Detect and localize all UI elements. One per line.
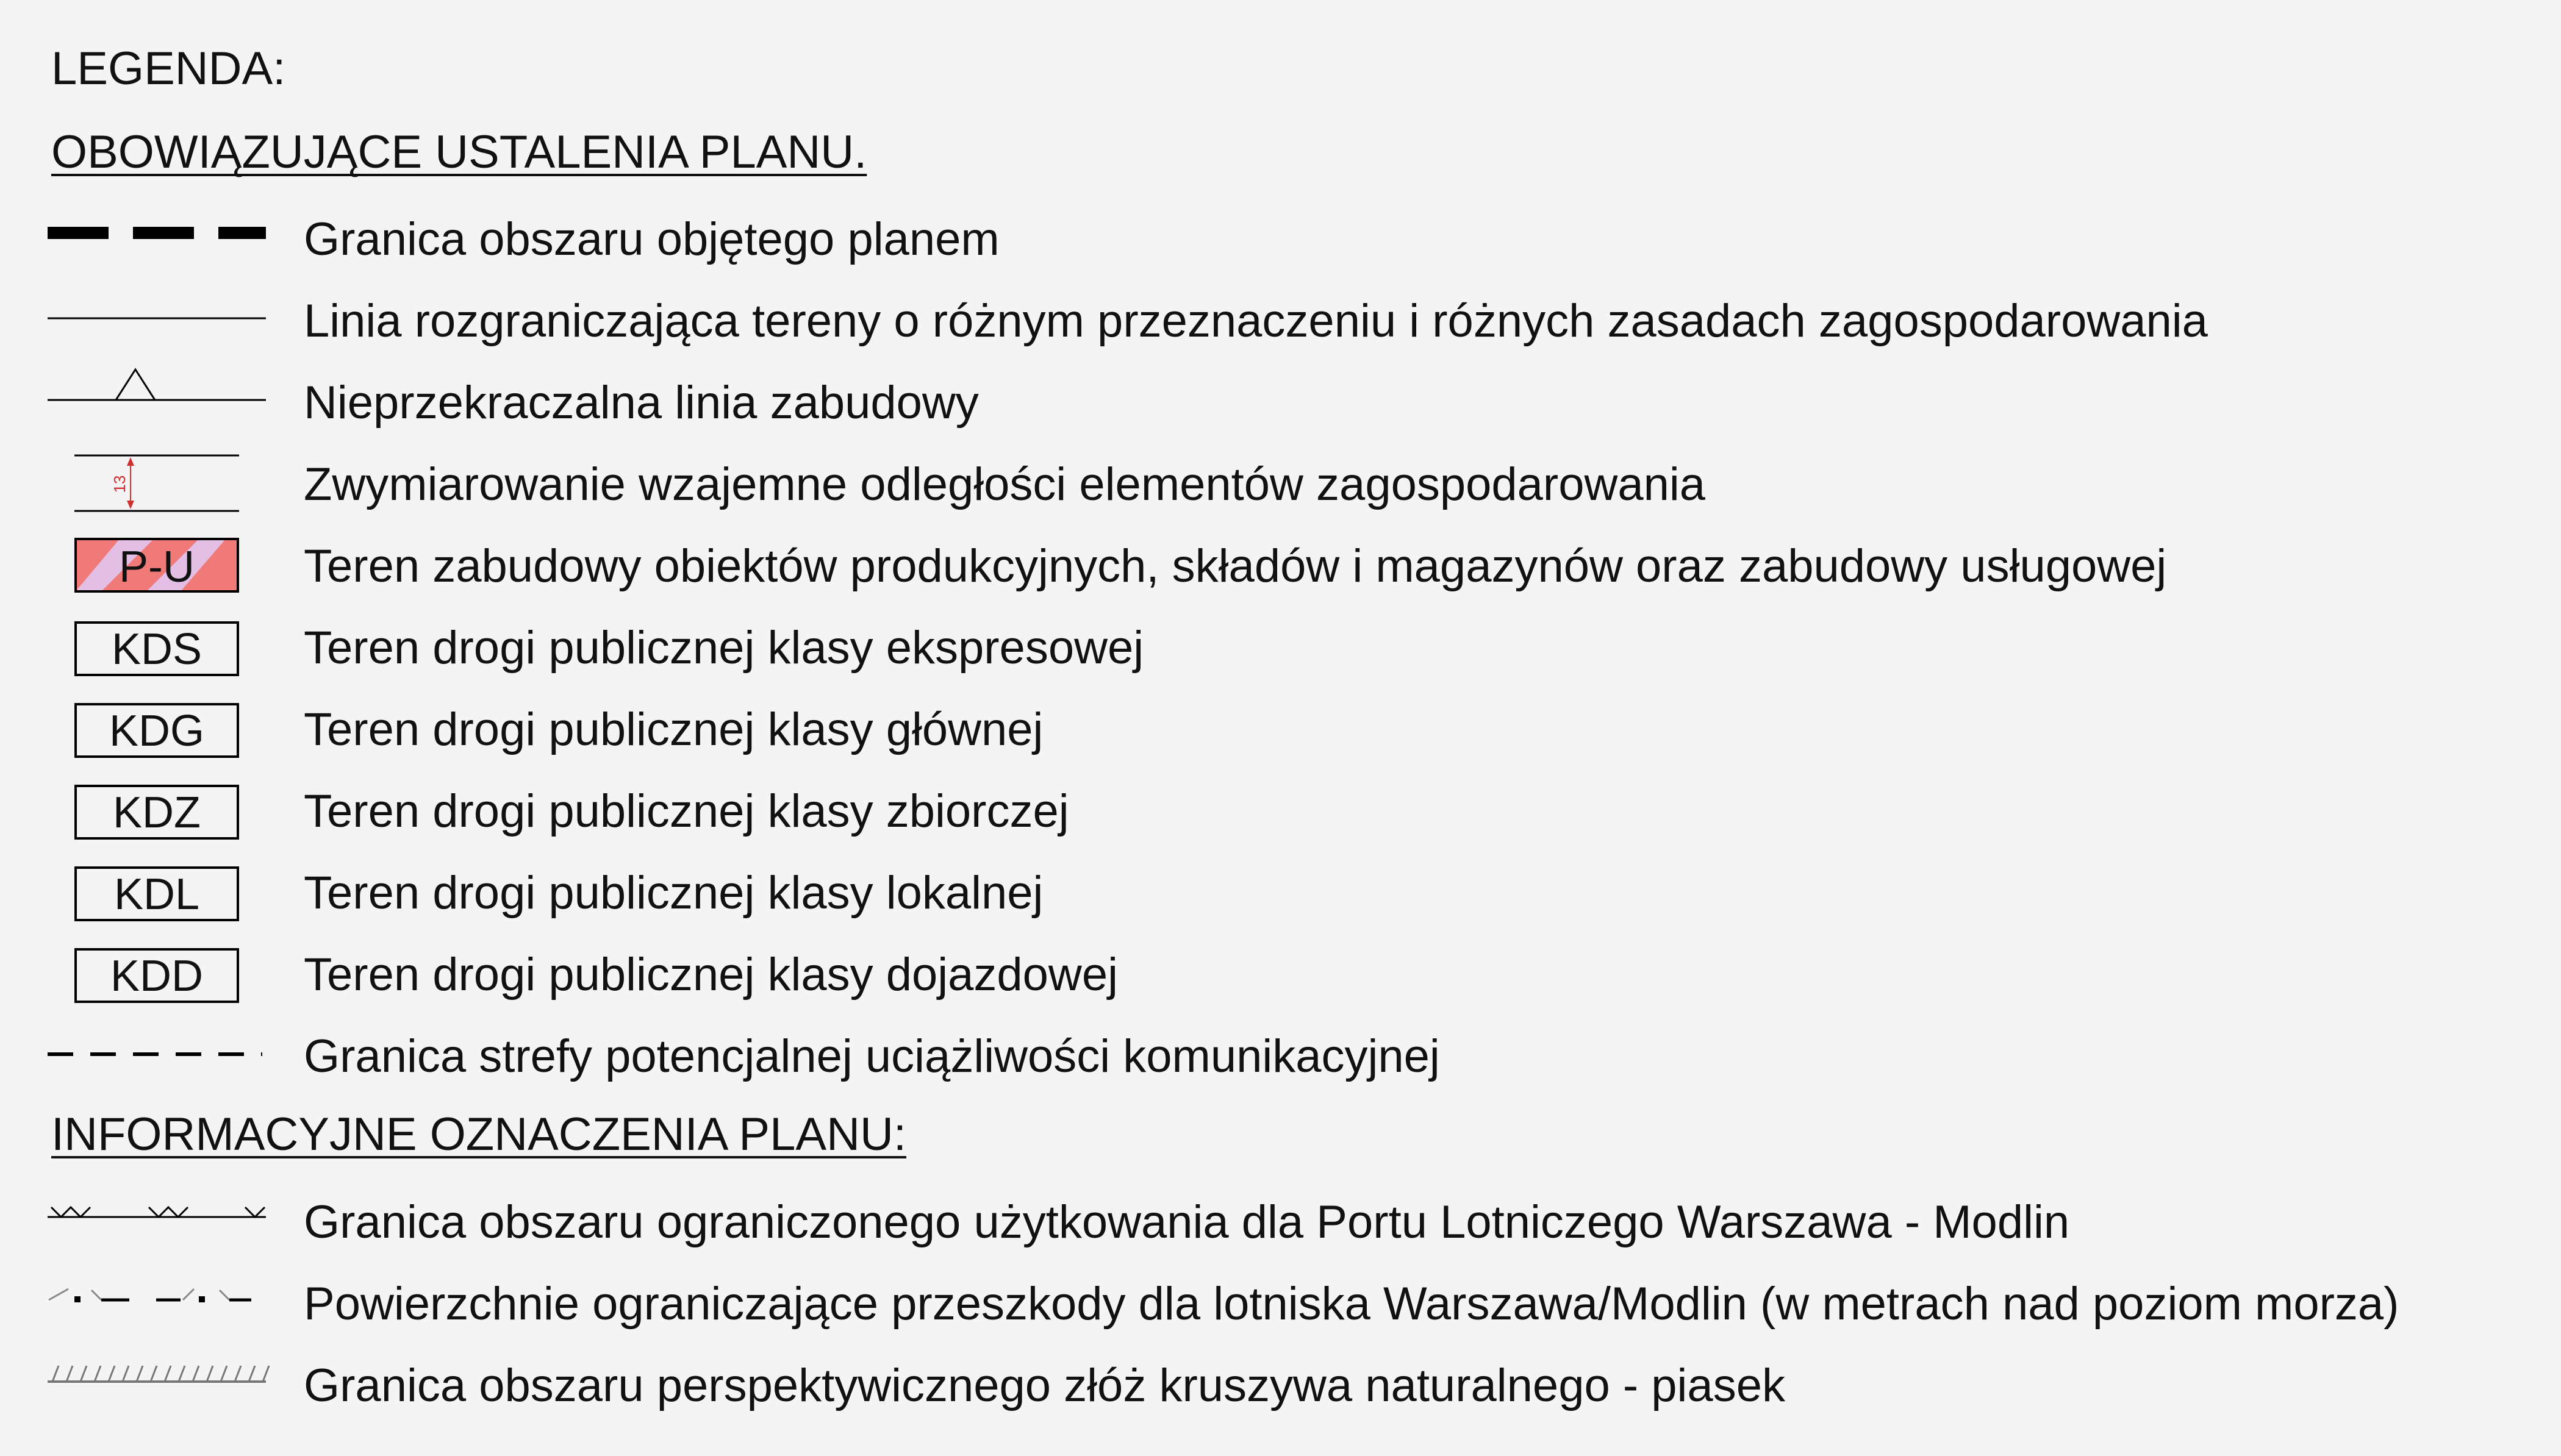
legend-item-label: Granica obszaru perspektywicznego złóż kruszywa naturalnego - piasek <box>304 1360 1785 1411</box>
code-label-kdl: KDL <box>113 870 200 919</box>
legend-item-label: Zwymiarowanie wzajemne odległości elementów zagospodarowania <box>304 459 1706 510</box>
code-label-pu: P-U <box>119 543 195 591</box>
legend-item-label: Teren drogi publicznej klasy zbiorczej <box>304 785 1069 837</box>
legend-item-label: Teren drogi publicznej klasy lokalnej <box>304 867 1044 919</box>
section-heading-info: INFORMACYJNE OZNACZENIA PLANU: <box>51 1108 906 1160</box>
legend-title: LEGENDA: <box>51 43 286 95</box>
code-label-kdz: KDZ <box>113 788 201 837</box>
legend-item-label: Granica strefy potencjalnej uciążliwości komunikacyjnej <box>304 1030 1440 1082</box>
symbol-dash-dot-arrow-line <box>49 1289 251 1302</box>
legend-item-label: Granica obszaru ograniczonego użytkowania dla Portu Lotniczego Warszawa - Modlin <box>304 1196 2070 1248</box>
symbol-dimension-marker <box>74 455 239 511</box>
code-label-kdd: KDD <box>110 952 204 1001</box>
symbol-line-with-triangle <box>48 369 266 400</box>
legend-item-label: Teren drogi publicznej klasy ekspresowej <box>304 622 1144 674</box>
code-label-kds: KDS <box>111 625 202 674</box>
symbol-hatched-boundary-line <box>48 1366 269 1382</box>
dimension-value: 13 <box>110 475 129 493</box>
legend-item-label: Teren zabudowy obiektów produkcyjnych, składów i magazynów oraz zabudowy usługowej <box>304 540 2167 592</box>
section-heading-binding: OBOWIĄZUJĄCE USTALENIA PLANU. <box>51 126 867 178</box>
legend-item-label: Teren drogi publicznej klasy głównej <box>304 704 1044 755</box>
legend-item-label: Linia rozgraniczająca tereny o różnym przeznaczeniu i różnych zasadach zagospodarowania <box>304 295 2208 347</box>
legend-item-label: Teren drogi publicznej klasy dojazdowej <box>304 949 1118 1001</box>
code-label-kdg: KDG <box>109 707 205 755</box>
symbol-code-box-pu <box>76 539 238 591</box>
legend-item-label: Granica obszaru objętego planem <box>304 213 1000 265</box>
legend-item-label: Powierzchnie ograniczające przeszkody dla lotniska Warszawa/Modlin (w metrach nad poziom morza) <box>304 1278 2399 1330</box>
legend-item-label: Nieprzekraczalna linia zabudowy <box>304 377 979 429</box>
symbol-zigzag-line <box>48 1207 266 1217</box>
